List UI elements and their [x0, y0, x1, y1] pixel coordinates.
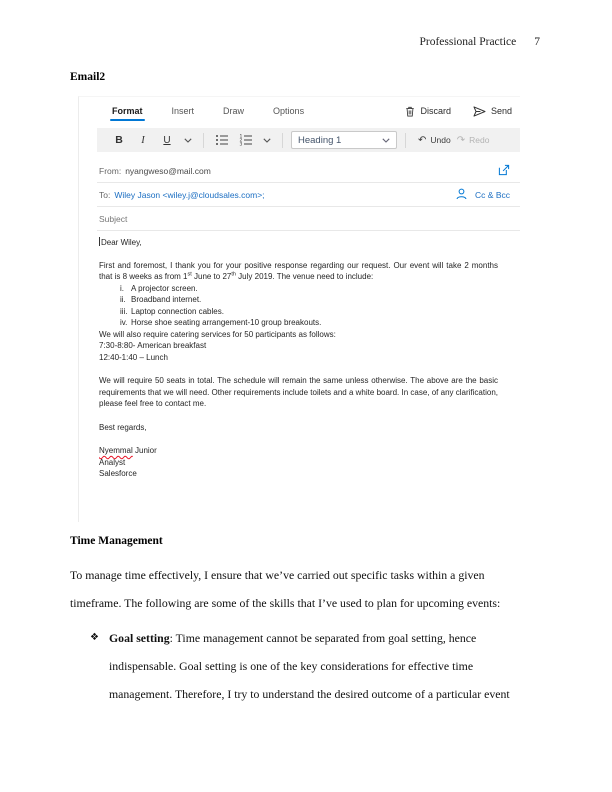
toolbar-divider	[282, 133, 283, 148]
send-label: Send	[490, 106, 512, 116]
goal-setting-text: Goal setting: Time management cannot be separated from goal setting, hence indispensable. Goal setting is one of the key considerations for effective time management. Therefore, I try to understand the desired outcome of a particular event	[109, 631, 510, 701]
svg-text:1: 1	[239, 134, 243, 140]
tab-options-label: Options	[273, 106, 305, 116]
popout-icon[interactable]	[498, 164, 510, 178]
subject-input[interactable]	[99, 214, 399, 224]
redo-icon: ↷	[456, 134, 466, 146]
from-value: nyangweso@mail.com	[125, 165, 211, 176]
to-recipient[interactable]: Wiley Jason <wiley.j@cloudsales.com>;	[114, 189, 265, 200]
bold-button[interactable]: B	[107, 134, 131, 146]
trash-icon	[405, 106, 415, 117]
goal-setting-bullet	[90, 624, 518, 708]
page-header	[419, 36, 540, 48]
email-app-screenshot	[78, 96, 520, 522]
email2-heading: Email2	[70, 71, 106, 83]
from-field[interactable]	[97, 159, 520, 183]
style-dropdown[interactable]	[291, 131, 397, 149]
undo-button[interactable]	[418, 135, 451, 146]
style-dropdown-value: Heading 1	[298, 134, 342, 146]
tab-options[interactable]	[272, 100, 305, 122]
running-head: Professional Practice	[419, 36, 517, 48]
chevron-down-icon[interactable]	[258, 138, 276, 143]
redo-label: Redo	[469, 135, 490, 145]
page-number: 7	[534, 36, 540, 48]
message-body[interactable]	[99, 237, 498, 480]
tab-insert[interactable]	[171, 100, 196, 122]
subject-field	[97, 207, 520, 231]
greeting-line: Dear Wiley,	[101, 238, 142, 247]
tab-format-label: Format	[112, 106, 143, 116]
breakfast-time-line: 7:30-8:80- American breakfast	[99, 341, 207, 350]
svg-text:2: 2	[239, 138, 243, 144]
formatting-toolbar	[97, 128, 520, 152]
misspelled-word: Nyemmal	[99, 446, 133, 455]
chevron-down-icon	[382, 135, 390, 146]
mail-actions	[405, 106, 512, 117]
text-cursor	[99, 237, 100, 246]
toolbar-divider	[405, 133, 406, 148]
chevron-down-icon[interactable]	[179, 138, 197, 143]
undo-icon: ↶	[418, 134, 427, 146]
italic-button[interactable]: I	[131, 135, 155, 146]
cc-bcc-button[interactable]: Cc & Bcc	[475, 189, 510, 200]
active-tab-underline	[110, 119, 145, 122]
signature-company: Salesforce	[99, 469, 137, 478]
closing-line: Best regards,	[99, 422, 147, 432]
list-item: iii. Laptop connection cables.	[120, 306, 224, 316]
diamond-bullet-icon: ❖	[90, 632, 99, 643]
tab-draw-label: Draw	[223, 106, 245, 116]
discard-button[interactable]	[405, 106, 451, 117]
list-item: ii. Broadband internet.	[120, 295, 202, 304]
list-item: iv. Horse shoe seating arrangement-10 group breakouts.	[120, 318, 322, 327]
send-icon	[473, 106, 486, 117]
mail-tab-bar	[79, 97, 520, 125]
person-icon[interactable]	[456, 188, 467, 202]
signature-name: Nyemmal Junior	[99, 446, 157, 455]
discard-label: Discard	[420, 106, 451, 116]
from-label: From:	[99, 165, 122, 176]
numbered-list-icon[interactable]	[234, 134, 258, 146]
venue-list	[99, 283, 498, 329]
toolbar-divider	[203, 133, 204, 148]
lunch-time-line: 12:40-1:40 – Lunch	[99, 352, 168, 362]
catering-line: We will also require catering services for 50 participants as follows:	[99, 329, 336, 339]
signature-title: Analyst	[99, 457, 126, 467]
bullet-list-icon[interactable]	[210, 134, 234, 146]
undo-label: Undo	[430, 135, 451, 145]
underline-button[interactable]: U	[155, 135, 179, 146]
tab-format[interactable]	[111, 100, 144, 122]
time-management-paragraph: To manage time effectively, I ensure that we’ve carried out specific tasks within a given timeframe. The following are some of the skills that I’ve used to plan for upcoming events:	[70, 568, 501, 610]
to-label: To:	[99, 189, 111, 200]
send-button[interactable]	[473, 106, 512, 117]
time-management-heading: Time Management	[70, 535, 163, 547]
svg-text:3: 3	[239, 142, 243, 148]
body-paragraph-1: First and foremost, I thank you for your positive response regarding our request. Our event will take 2 months that is 8 weeks as from 1st June to 27th July 2019. The venue need to include:	[99, 260, 498, 281]
tab-draw[interactable]	[222, 100, 245, 122]
body-paragraph-2: We will require 50 seats in total. The schedule will remain the same unless otherwise. The above are the basic requirements that we will need. Other requirements include toilets and a white board. In case, of any clarification, please feel free to contact me.	[99, 376, 498, 408]
redo-button[interactable]	[457, 135, 490, 146]
tab-insert-label: Insert	[171, 106, 195, 116]
list-item: i. A projector screen.	[120, 283, 198, 293]
to-field[interactable]	[97, 183, 520, 207]
